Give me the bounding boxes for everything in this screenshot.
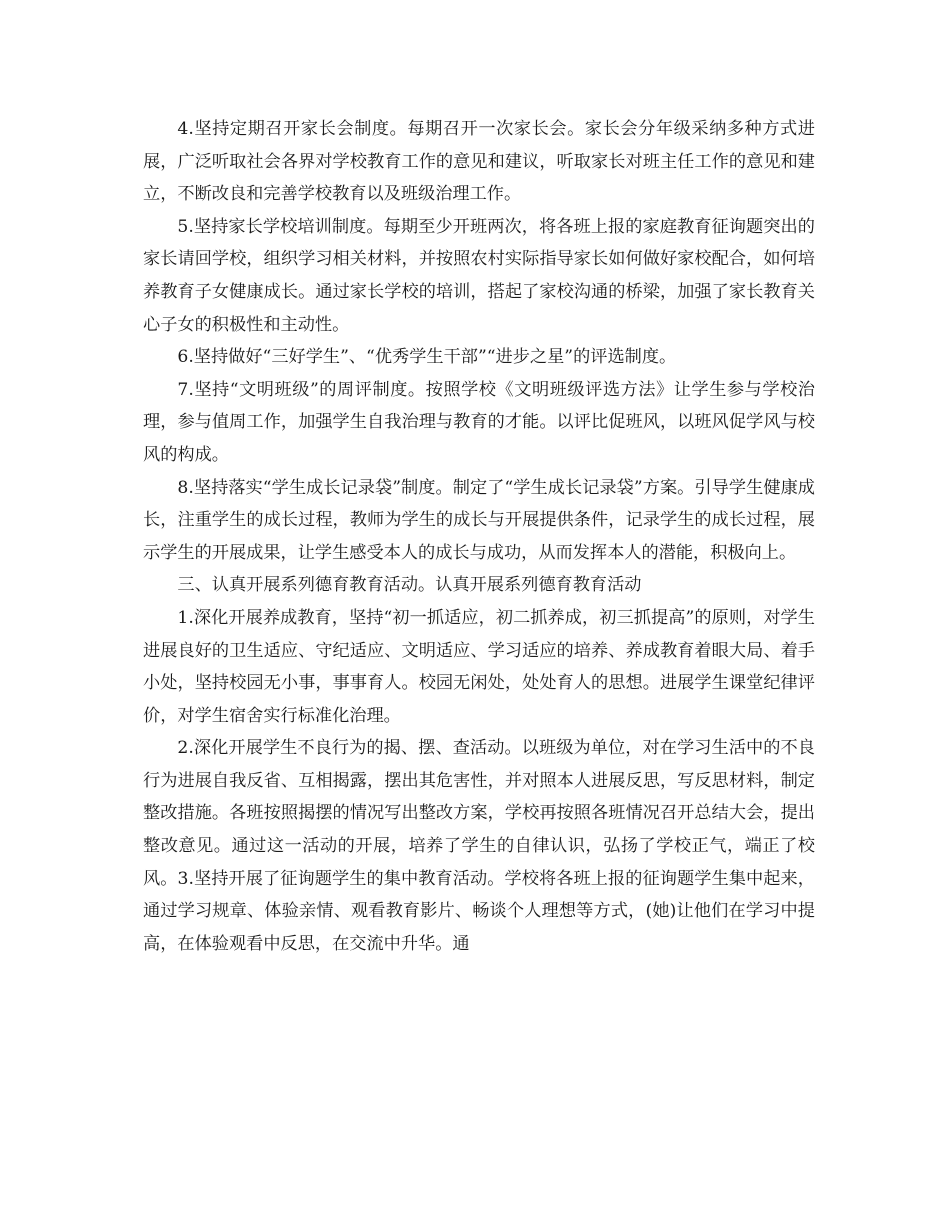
paragraph-parent-meeting: 4.坚持定期召开家长会制度。每期召开一次家长会。家长会分年级采纳多种方式进展，广泛听取社会各界对学校教育工作的意见和建议，听取家长对班主任工作的意见和建立，不断改良和完善学校教育以及班级治理工作。 <box>143 119 815 205</box>
paragraph-bad-behavior-activity: 2.深化开展学生不良行为的揭、摆、查活动。以班级为单位，对在学习生活中的不良行为进展自我反省、互相揭露，摆出其危害性，并对照本人进展反思，写反思材料，制定整改措施。各班按照揭摆的情况写出整改方案，学校再按照各班情况召开总结大会，提出整改意见。通过这一活动的开展，培养了学生的自律认识，弘扬了学校正气，端正了校风。3.坚持开展了征询题学生的集中教育活动。学校将各班上报的征询题学生集中起来，通过学习规章、体验亲情、观看教育影片、畅谈个人理想等方式，(她)让他们在学习中提高，在体验观看中反思，在交流中升华。通 <box>143 738 815 954</box>
paragraph-habit-education: 1.深化开展养成教育，坚持“初一抓适应，初二抓养成，初三抓提高”的原则，对学生进展良好的卫生适应、守纪适应、文明适应、学习适应的培养、养成教育着眼大局、着手小处，坚持校园无小事，事事育人。校园无闲处，处处育人的思想。进展学生课堂纪律评价，对学生宿舍实行标准化治理。 <box>143 607 815 726</box>
paragraph-student-awards: 6.坚持做好“三好学生”、“优秀学生干部”“进步之星”的评选制度。 <box>177 347 677 368</box>
document-body <box>143 113 815 960</box>
paragraph-civilized-class: 7.坚持“文明班级”的周评制度。按照学校《文明班级评选方法》让学生参与学校治理，参与值周工作，加强学生自我治理与教育的才能。以评比促班风，以班风促学风与校风的构成。 <box>143 379 815 465</box>
paragraph-parent-school-training: 5.坚持家长学校培训制度。每期至少开班两次，将各班上报的家庭教育征询题突出的家长请回学校，组织学习相关材料，并按照农村实际指导家长如何做好家校配合，如何培养教育子女健康成长。通过家长学校的培训，搭起了家校沟通的桥梁，加强了家长教育关心子女的积极性和主动性。 <box>143 216 815 335</box>
section-heading-moral-education: 三、认真开展系列德育教育活动。认真开展系列德育教育活动 <box>177 575 642 596</box>
paragraph-growth-record: 8.坚持落实“学生成长记录袋”制度。制定了“学生成长记录袋”方案。引导学生健康成长，注重学生的成长过程，教师为学生的成长与开展提供条件，记录学生的成长过程，展示学生的开展成果，让学生感受本人的成长与成功，从而发挥本人的潜能，积极向上。 <box>143 477 815 563</box>
